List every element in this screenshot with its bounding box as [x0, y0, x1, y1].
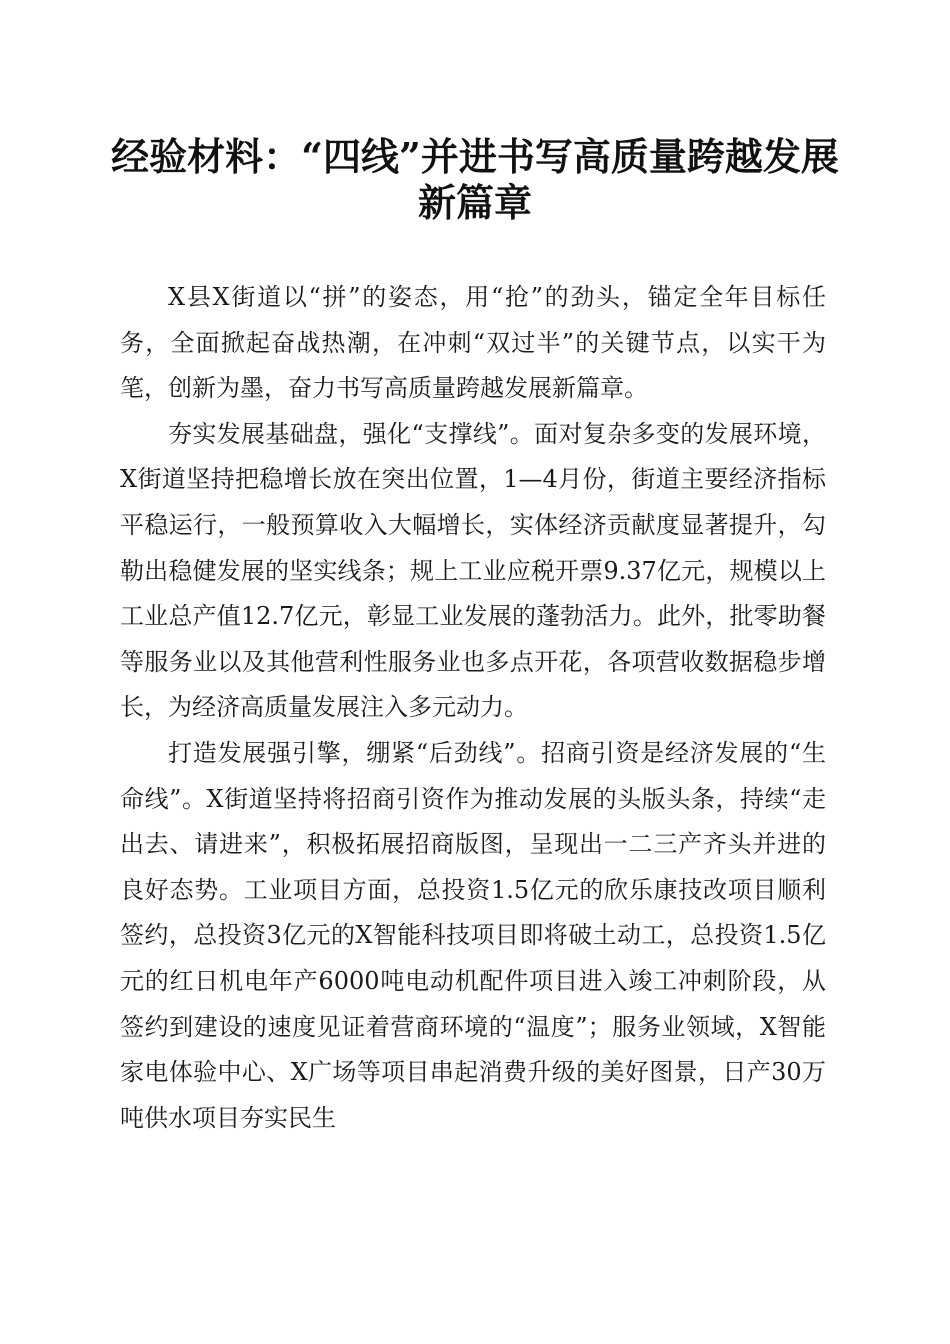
paragraph-intro: X县X街道以“拼”的姿态，用“抢”的劲头，锚定全年目标任务，全面掀起奋战热潮，在冲刺“双过半”的关键节点，以实干为笔，创新为墨，奋力书写高质量跨越发展新篇章。: [120, 283, 826, 403]
paragraph-support-line: 夯实发展基础盘，强化“支撑线”。面对复杂多变的发展环境，X街道坚持把稳增长放在突出位置，1—4月份，街道主要经济指标平稳运行，一般预算收入大幅增长，实体经济贡献度显著提升，勾勒出稳健发展的坚实线条；规上工业应税开票9.37亿元，规模以上工业总产值12.7亿元，彰显工业发展的蓬勃活力。此外，批零助餐等服务业以及其他营利性服务业也多点开花，各项营收数据稳步增长，为经济高质量发展注入多元动力。: [120, 419, 826, 722]
document-title: 经验材料：“四线”并进书写高质量跨越发展新篇章: [111, 134, 839, 225]
document-body: [120, 275, 826, 1141]
paragraph-momentum-line: 打造发展强引擎，绷紧“后劲线”。招商引资是经济发展的“生命线”。X街道坚持将招商引资作为推动发展的头版头条，持续“走出去、请进来”，积极拓展招商版图，呈现出一二三产齐头并进的良好态势。工业项目方面，总投资1.5亿元的欣乐康技改项目顺利签约，总投资3亿元的X智能科技项目即将破土动工，总投资1.5亿元的红日机电年产6000吨电动机配件项目进入竣工冲刺阶段，从签约到建设的速度见证着营商环境的“温度”；服务业领域，X智能家电体验中心、X广场等项目串起消费升级的美好图景，日产30万吨供水项目夯实民生: [120, 738, 826, 1132]
